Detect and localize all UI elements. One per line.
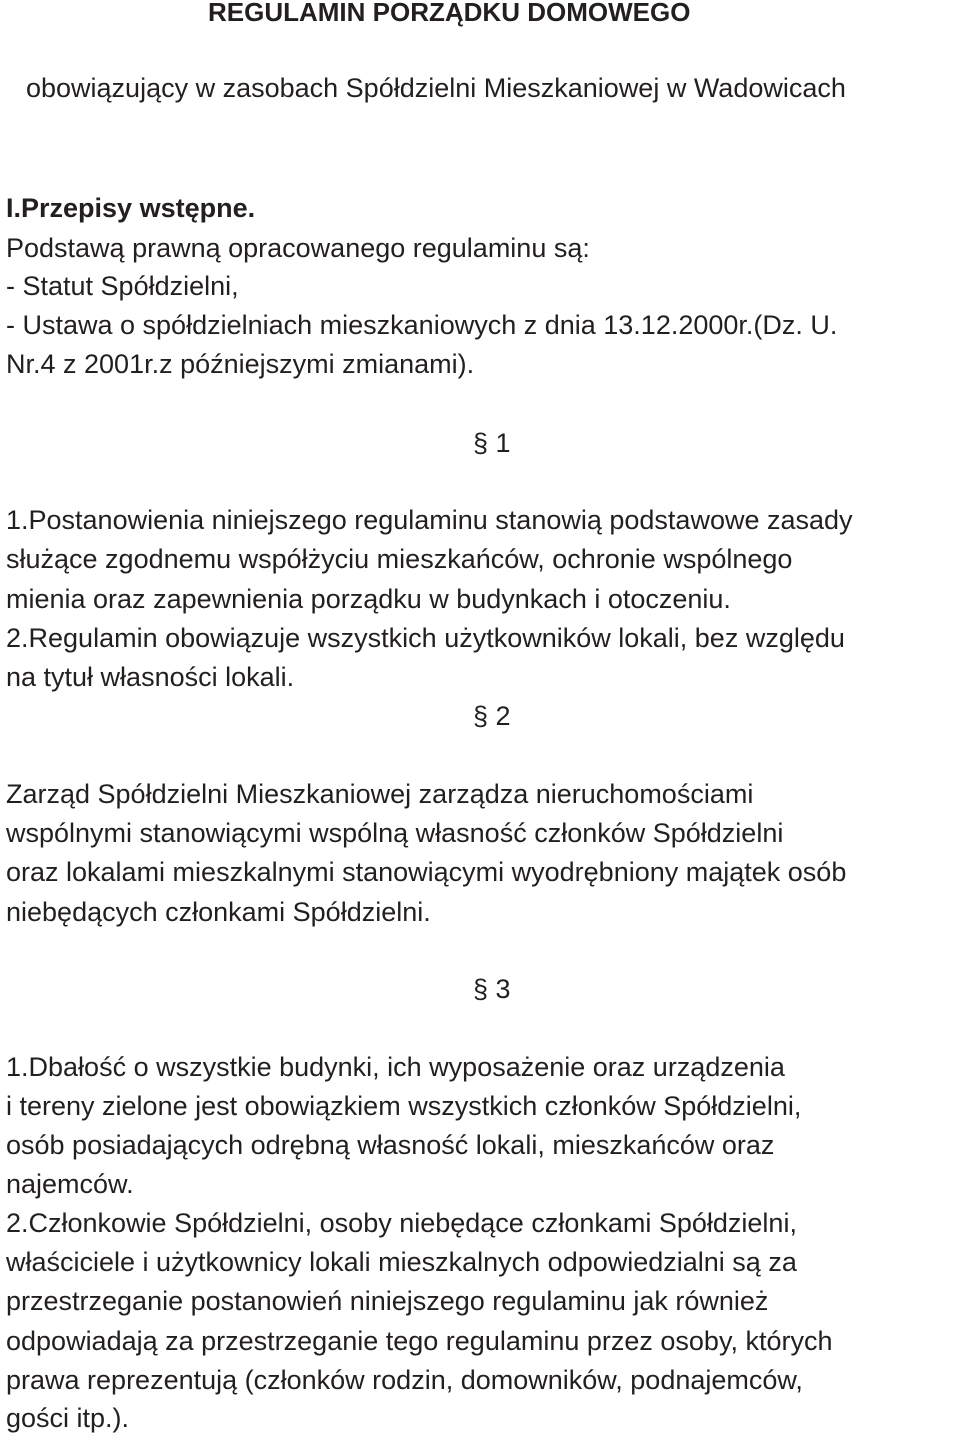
section-3-line: najemców. [6,1169,134,1199]
intro-heading: I.Przepisy wstępne. [6,193,256,223]
section-3-line: prawa reprezentują (członków rodzin, domowników, podnajemców, [6,1365,803,1395]
section-mark-2: § 2 [473,701,511,731]
section-3-line: 1.Dbałość o wszystkie budynki, ich wyposażenie oraz urządzenia [6,1052,785,1082]
section-1-line: 1.Postanowienia niniejszego regulaminu stanowią podstawowe zasady [6,505,853,535]
section-1-line: mienia oraz zapewnienia porządku w budynkach i otoczeniu. [6,584,731,614]
section-mark-3: § 3 [473,974,511,1004]
section-3-line: osób posiadających odrębną własność lokali, mieszkańców oraz [6,1130,775,1160]
section-1-line: na tytuł własności lokali. [6,662,295,692]
section-3-line: gości itp.). [6,1403,130,1433]
section-3-line: odpowiadają za przestrzeganie tego regulaminu przez osoby, których [6,1326,833,1356]
document-title: REGULAMIN PORZĄDKU DOMOWEGO [208,0,691,27]
section-3-line: przestrzeganie postanowień niniejszego regulaminu jak również [6,1286,769,1316]
document-subtitle: obowiązujący w zasobach Spółdzielni Mieszkaniowej w Wadowicach [26,73,846,103]
intro-line: - Ustawa o spółdzielniach mieszkaniowych z dnia 13.12.2000r.(Dz. U. [6,310,838,340]
intro-line: Podstawą prawną opracowanego regulaminu są: [6,233,590,263]
section-2-line: Zarząd Spółdzielni Mieszkaniowej zarządza nieruchomościami [6,779,754,809]
intro-line: Nr.4 z 2001r.z późniejszymi zmianami). [6,349,475,379]
section-2-line: niebędących członkami Spółdzielni. [6,897,431,927]
section-3-line: 2.Członkowie Spółdzielni, osoby niebędące członkami Spółdzielni, [6,1208,797,1238]
intro-line: - Statut Spółdzielni, [6,271,239,301]
section-1-line: służące zgodnemu współżyciu mieszkańców, ochronie wspólnego [6,544,793,574]
section-3-line: właściciele i użytkownicy lokali mieszkalnych odpowiedzialni są za [6,1247,797,1277]
section-3-line: i tereny zielone jest obowiązkiem wszystkich członków Spółdzielni, [6,1091,802,1121]
section-2-line: wspólnymi stanowiącymi wspólną własność członków Spółdzielni [6,818,784,848]
section-mark-1: § 1 [473,428,511,458]
section-2-line: oraz lokalami mieszkalnymi stanowiącymi wyodrębniony majątek osób [6,857,847,887]
section-1-line: 2.Regulamin obowiązuje wszystkich użytkowników lokali, bez względu [6,623,845,653]
